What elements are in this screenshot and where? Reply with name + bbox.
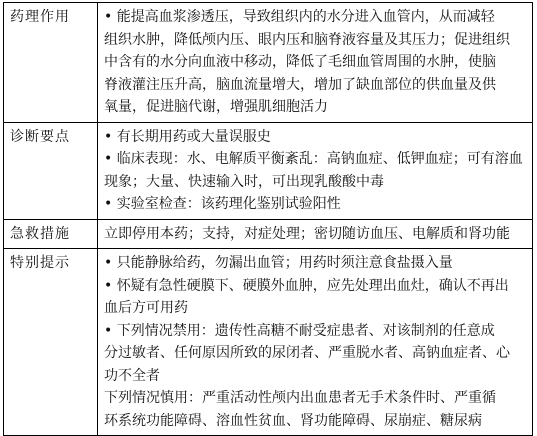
content-line: 脊液灌注压升高，脑血流量增大，增加了缺血部位的供血量及供 [104, 76, 496, 93]
drug-info-table [3, 2, 533, 436]
row-label: 诊断要点 [4, 122, 98, 219]
content-line: • 只能静脉给药，勿漏出血管；用药时须注意食盐摄入量 [104, 255, 453, 271]
content-line: • 临床表现：水、电解质平衡紊乱：高钠血症、低钾血症；可有溶血 [104, 151, 523, 167]
content-line: 分过敏者、任何原因所致的尿闭者、严重脱水者、高钠血症者、心 [104, 345, 510, 361]
table-body [4, 3, 533, 436]
content-line: 功不全者 [104, 367, 160, 384]
row-content [98, 219, 533, 249]
row-label: 药理作用 [4, 3, 98, 123]
row-content [98, 122, 533, 219]
content-line: 氧量，促进脑代谢，增强肌细胞活力 [104, 99, 328, 115]
table-row-diagnosis [4, 122, 533, 219]
row-content [98, 3, 533, 123]
content-line: • 能提高血浆渗透压，导致组织内的水分进入血管内，从而减轻 [104, 9, 495, 25]
content-line: • 实验室检查：该药理化鉴别试验阳性 [104, 196, 341, 212]
content-line: 组织水肿，降低颅内压、眼内压和脑脊液容量及其压力；促进组织 [104, 31, 510, 48]
content-line: • 有长期用药或大量误服史 [104, 128, 271, 145]
table-row-pharmacology [4, 3, 533, 123]
content-line: 血后方可用药 [104, 300, 188, 316]
row-label: 急救措施 [4, 219, 98, 249]
content-line: • 怀疑有急性硬膜下、硬膜外血肿，应先处理出血灶，确认不再出 [104, 277, 509, 294]
content-line: 现象；大量、快速输入时，可出现乳酸酸中毒 [104, 173, 384, 190]
content-line: • 下列情况禁用：遗传性高糖不耐受症患者、对该制剂的任意成 [104, 322, 495, 339]
content-line: 立即停用本药；支持，对症处理；密切随访血压、电解质和肾功能 [104, 225, 510, 242]
content-line: 中含有的水分向血液中移动，降低了毛细血管周围的水肿，使脑 [104, 54, 496, 70]
row-label: 特别提示 [4, 249, 98, 436]
table-row-emergency [4, 219, 533, 249]
row-content [98, 249, 533, 436]
content-line: 环系统功能障碍、溶血性贫血、肾功能障碍、尿崩症、糖尿病 [104, 412, 482, 429]
content-line: 下列情况慎用：严重活动性颅内出血患者无手术条件时、严重循 [104, 390, 496, 406]
table-row-special-notes [4, 249, 533, 436]
